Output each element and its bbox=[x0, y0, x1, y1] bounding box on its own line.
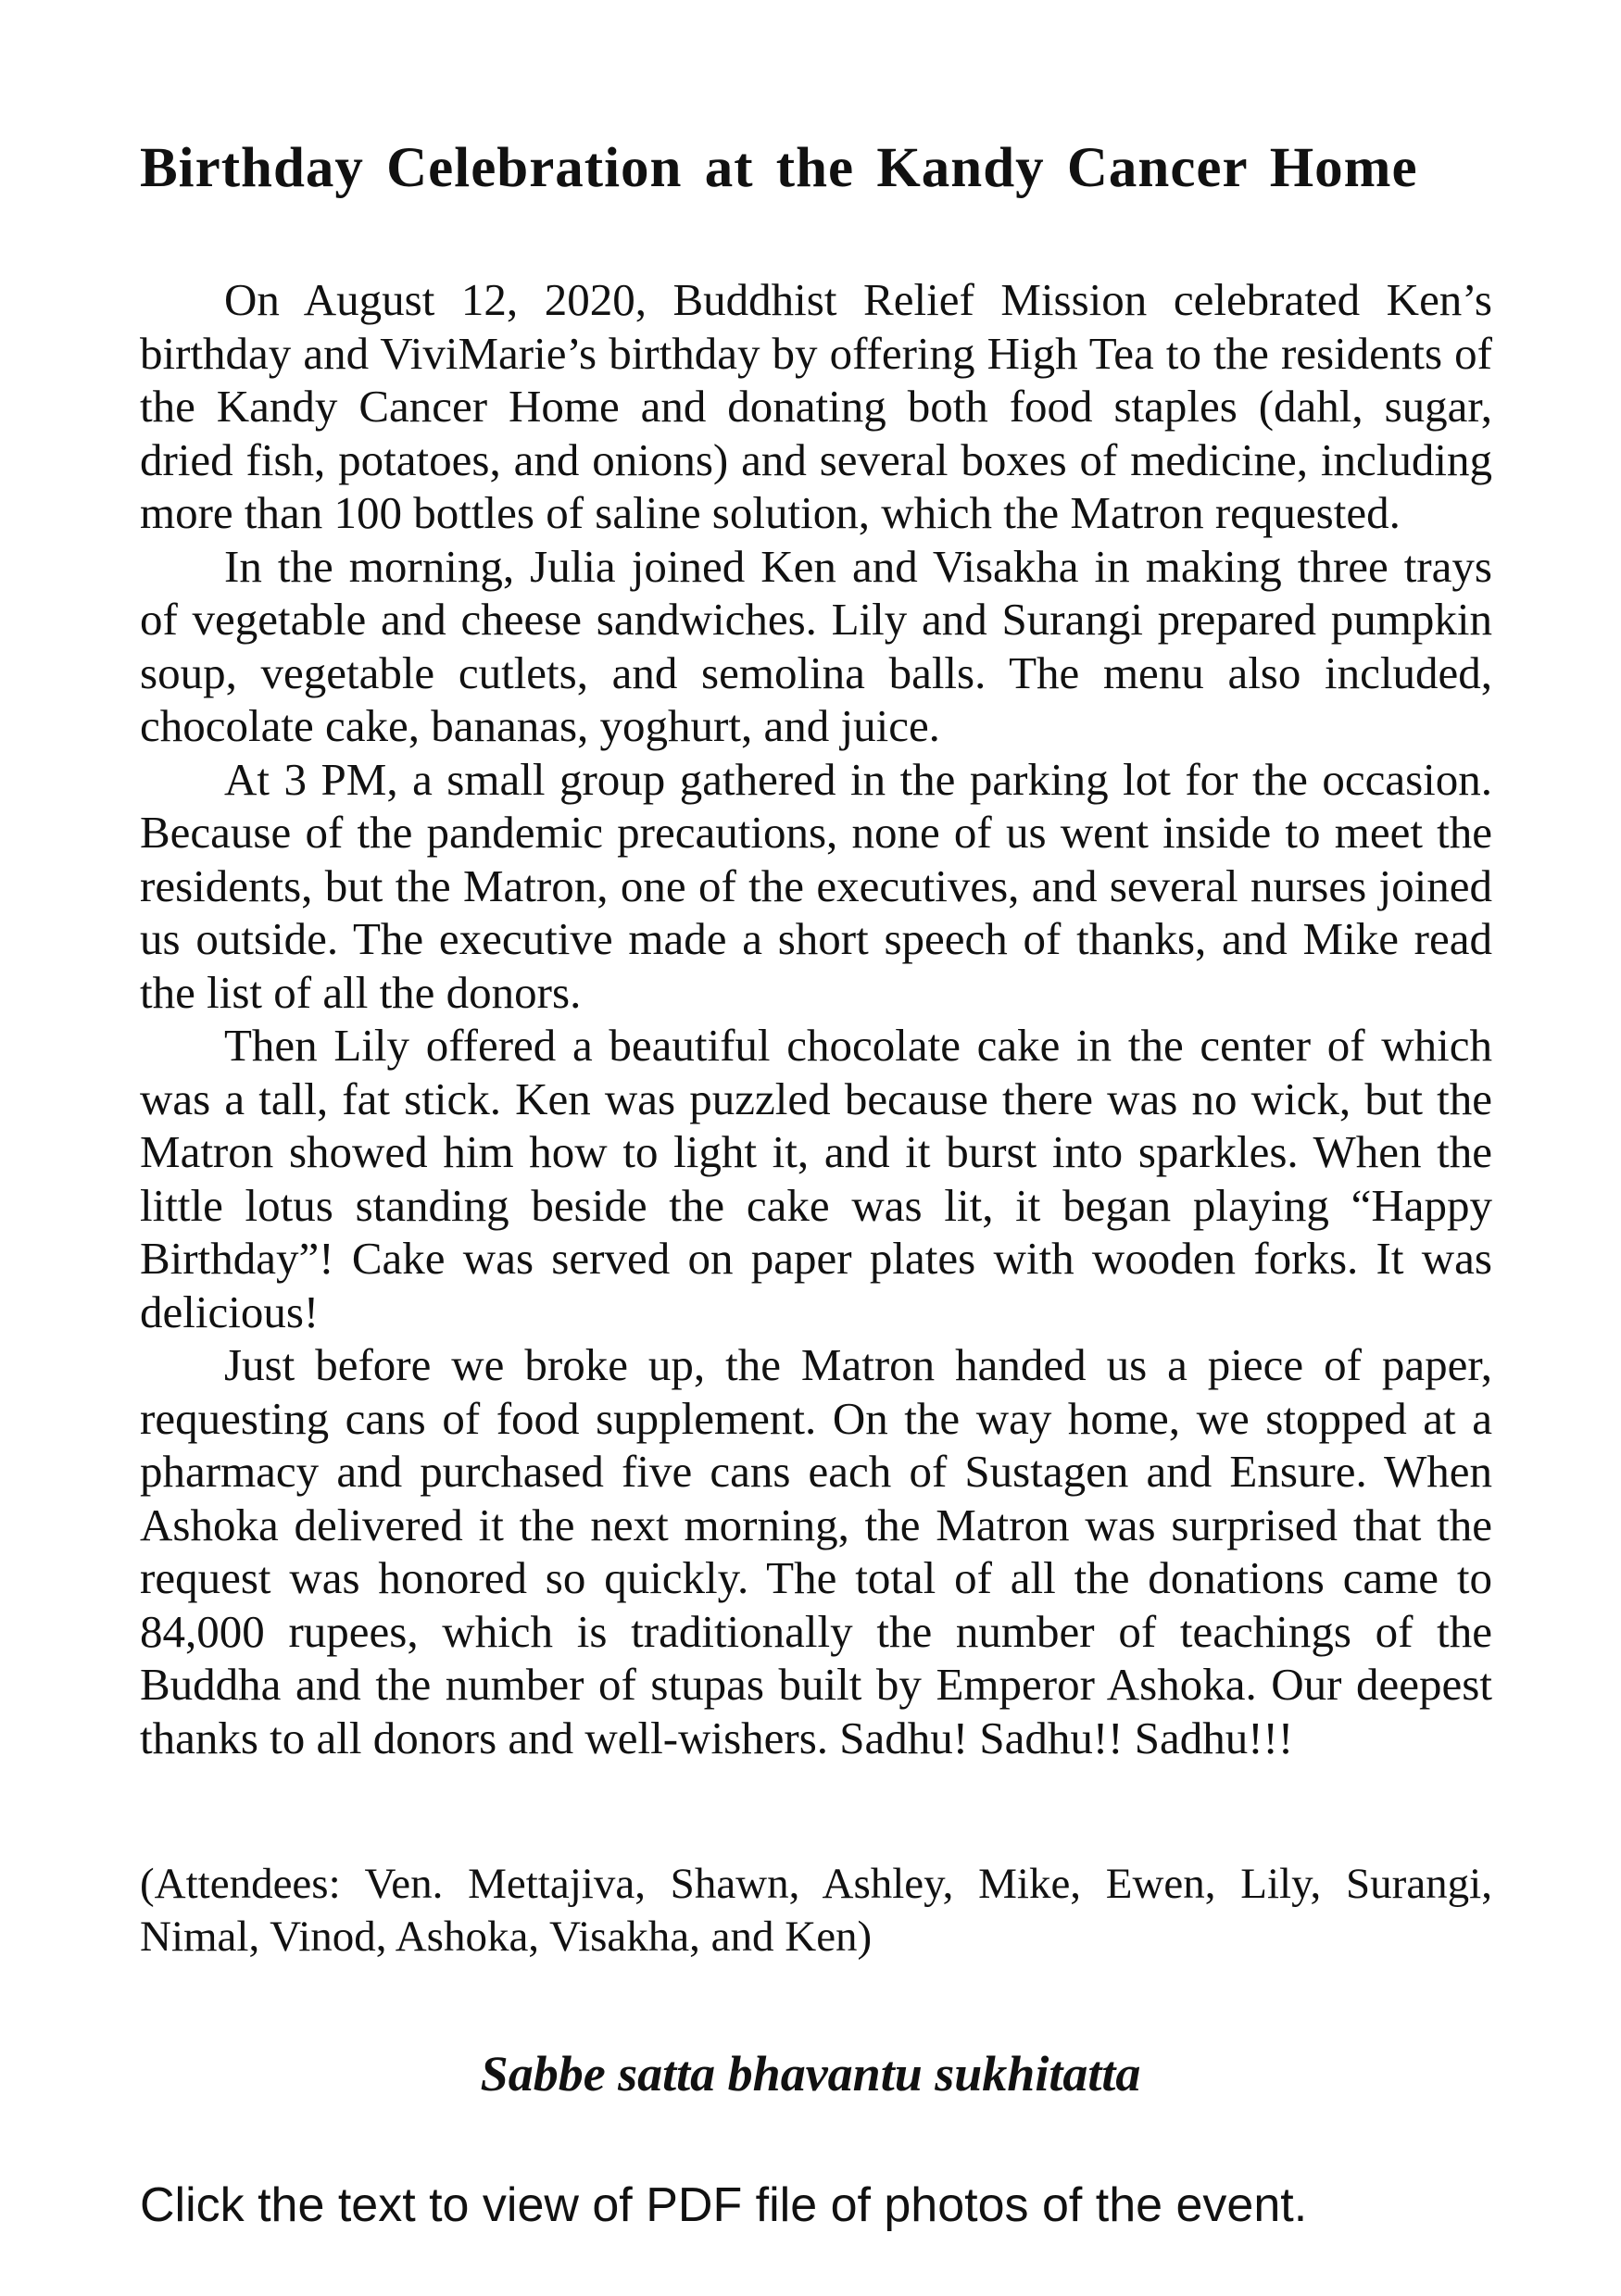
paragraph-morning-preparation: In the morning, Julia joined Ken and Visakha in making three trays of vegetable and cheese sandwiches. Lily and Surangi prepared pumpkin soup, vegetable cutlets, and semolina balls. The menu also included, chocolate cake, bananas, yoghurt, and juice. bbox=[140, 540, 1492, 751]
paragraph-supplements: Just before we broke up, the Matron handed us a piece of paper, requesting cans of food supplement. On the way home, we stopped at a pharmacy and purchased five cans each of Sustagen and Ensure. When Ashoka delivered it the next morning, the Matron was surprised that the request was honored so quickly. The total of all the donations came to 84,000 rupees, which is traditionally the number of teachings of the Buddha and the number of stupas built by Emperor Ashoka. Our deepest thanks to all donors and well-wishers. Sadhu! Sadhu!! Sadhu!!! bbox=[140, 1339, 1492, 1763]
photos-pdf-link[interactable]: Click the text to view of PDF file of photos of the event. bbox=[140, 2178, 1308, 2232]
paragraph-donation: On August 12, 2020, Buddhist Relief Mission celebrated Ken’s birthday and ViviMarie’s birthday by offering High Tea to the residents of the Kandy Cancer Home and donating both food staples (dahl, sugar, dried fish, potatoes, and onions) and several boxes of medicine, including more than 100 bottles of saline solution, which the Matron requested. bbox=[140, 274, 1492, 538]
article-body bbox=[140, 273, 1492, 1764]
page-title: Birthday Celebration at the Kandy Cancer Home bbox=[140, 137, 1418, 199]
paragraph-cake: Then Lily offered a beautiful chocolate cake in the center of which was a tall, fat stick. Ken was puzzled because there was no wick, but the Matron showed him how to light it, and it burst into sparkles. When the little lotus standing beside the cake was lit, it began playing “Happy Birthday”! Cake was served on paper plates with wooden forks. It was delicious! bbox=[140, 1020, 1492, 1337]
paragraph-gathering: At 3 PM, a small group gathered in the parking lot for the occasion. Because of the pandemic precautions, none of us went inside to meet the residents, but the Matron, one of the executives, and several nurses joined us outside. The executive made a short speech of thanks, and Mike read the list of all the donors. bbox=[140, 753, 1492, 1018]
attendees-list: (Attendees: Ven. Mettajiva, Shawn, Ashley, Mike, Ewen, Lily, Surangi, Nimal, Vinod, Ashoka, Visakha, and Ken) bbox=[140, 1860, 1492, 1961]
closing-blessing: Sabbe satta bhavantu sukhitatta bbox=[480, 2046, 1141, 2102]
